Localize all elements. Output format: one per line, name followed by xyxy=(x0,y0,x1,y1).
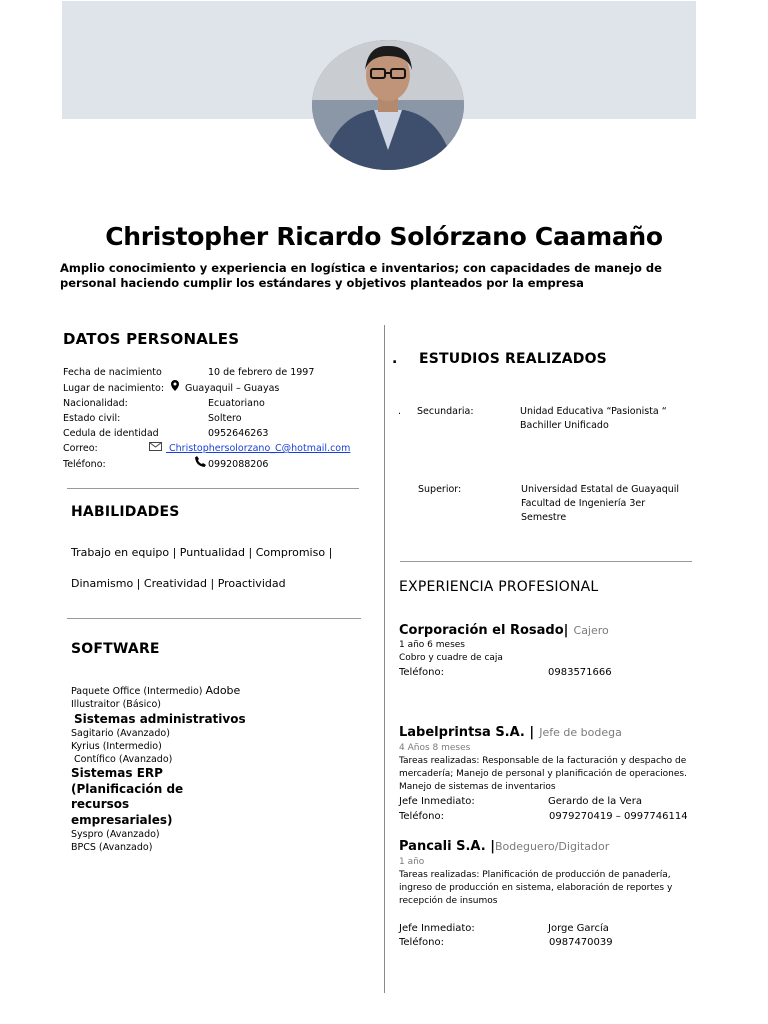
section-bullet-education: . xyxy=(392,351,398,367)
job-role: Jefe de bodega xyxy=(539,726,622,739)
personal-row-birthplace: Lugar de nacimiento: Guayaquil – Guayas xyxy=(63,380,363,396)
divider-education xyxy=(400,561,692,562)
job-task: Cobro y cuadre de caja xyxy=(399,653,503,663)
personal-row-phone: Teléfono: 0992088206 xyxy=(63,456,363,472)
email-link[interactable]: Christophersolorzano_C@hotmail.com xyxy=(166,443,351,454)
education-secondary-bullet: . xyxy=(398,406,402,417)
software-item-illustrator: Illustraitor (Básico) xyxy=(71,699,161,710)
job-duration: 1 año xyxy=(399,857,425,867)
job-tasks: Tareas realizadas: Responsable de la facturación y despacho de mercadería; Manejo de personal y planificación de operaciones. Manejo de sistemas de inventarios xyxy=(399,756,687,792)
job-duration: 1 año 6 meses xyxy=(399,640,465,650)
job-card-rosado xyxy=(399,621,699,680)
personal-data-list xyxy=(63,365,363,472)
divider-personal xyxy=(67,488,359,489)
section-title-software: SOFTWARE xyxy=(71,641,160,657)
software-item-office: Paquete Office (Intermedio) Adobe xyxy=(71,684,241,697)
personal-row-id: Cedula de identidad 0952646263 xyxy=(63,428,269,439)
education-superior-label: Superior: xyxy=(418,484,462,495)
section-title-education: ESTUDIOS REALIZADOS xyxy=(419,351,607,367)
job-tasks: Tareas realizadas: Planificación de producción de panadería, ingreso de producción en sistema, elaboración de reportes y recepción de insumos xyxy=(399,870,673,906)
education-superior-detail: Universidad Estatal de Guayaquil Facultad de Ingeniería 3er Semestre xyxy=(521,484,680,523)
software-list xyxy=(71,684,321,854)
software-item-sagitario: Sagitario (Avanzado) xyxy=(71,728,170,739)
envelope-icon xyxy=(149,441,166,456)
software-subtitle-erp: Sistemas ERP (Planificación de recursos empresariales) xyxy=(71,766,184,827)
skills-line-2: Dinamismo | Creatividad | Proactividad xyxy=(71,577,286,590)
software-item-contifico: Contífico (Avanzado) xyxy=(74,754,173,765)
job-boss-row: Jefe Inmediato: Jorge García xyxy=(399,923,609,934)
job-phone-row: Teléfono: 0983571666 xyxy=(399,667,612,678)
section-title-skills: HABILIDADES xyxy=(71,504,180,520)
phone-icon xyxy=(195,456,208,472)
full-name: Christopher Ricardo Solórzano Caamaño xyxy=(105,222,663,251)
job-phone-row: Teléfono: 0987470039 xyxy=(399,937,613,948)
location-pin-icon xyxy=(171,380,185,396)
profile-photo xyxy=(312,40,464,170)
personal-row-birthdate: Fecha de nacimiento 10 de febrero de 1997 xyxy=(63,367,315,378)
column-divider xyxy=(384,325,385,993)
education-secondary-detail: Unidad Educativa “Pasionista “ Bachiller Unificado xyxy=(520,406,667,431)
section-title-personal: DATOS PERSONALES xyxy=(63,330,240,348)
personal-row-email: Correo: Christophersolorzano_C@hotmail.com xyxy=(63,443,351,454)
personal-row-civil-status: Estado civil: Soltero xyxy=(63,413,242,424)
personal-row-nationality: Nacionalidad: Ecuatoriano xyxy=(63,398,265,409)
job-role: Cajero xyxy=(573,624,609,637)
skills-line-1: Trabajo en equipo | Puntualidad | Compromiso | xyxy=(71,546,333,559)
software-item-kyrius: Kyrius (Intermedio) xyxy=(71,741,162,752)
job-card-labelprintsa xyxy=(399,722,699,824)
divider-skills xyxy=(67,618,361,619)
job-company: Pancali S.A. | xyxy=(399,839,495,854)
job-role: Bodeguero/Digitador xyxy=(494,840,610,853)
job-duration: 4 Años 8 meses xyxy=(399,743,471,753)
software-item-bpcs: BPCS (Avanzado) xyxy=(71,842,153,853)
job-boss-row: Jefe Inmediato: Gerardo de la Vera xyxy=(399,796,642,807)
software-item-syspro: Syspro (Avanzado) xyxy=(71,829,160,840)
job-company: Corporación el Rosado| xyxy=(399,623,569,638)
job-company: Labelprintsa S.A. | xyxy=(399,725,535,740)
profile-summary: Amplio conocimiento y experiencia en logística e inventarios; con capacidades de manejo de personal haciendo cumplir los estándares y objetivos planteados por la empresa xyxy=(60,261,662,290)
job-phone-row: Teléfono: 0979270419 – 0997746114 xyxy=(399,811,688,822)
education-secondary-label: Secundaria: xyxy=(417,406,474,417)
section-title-experience: EXPERIENCIA PROFESIONAL xyxy=(399,579,599,595)
job-card-pancali xyxy=(399,836,699,950)
software-subtitle-admin: Sistemas administrativos xyxy=(74,712,246,726)
